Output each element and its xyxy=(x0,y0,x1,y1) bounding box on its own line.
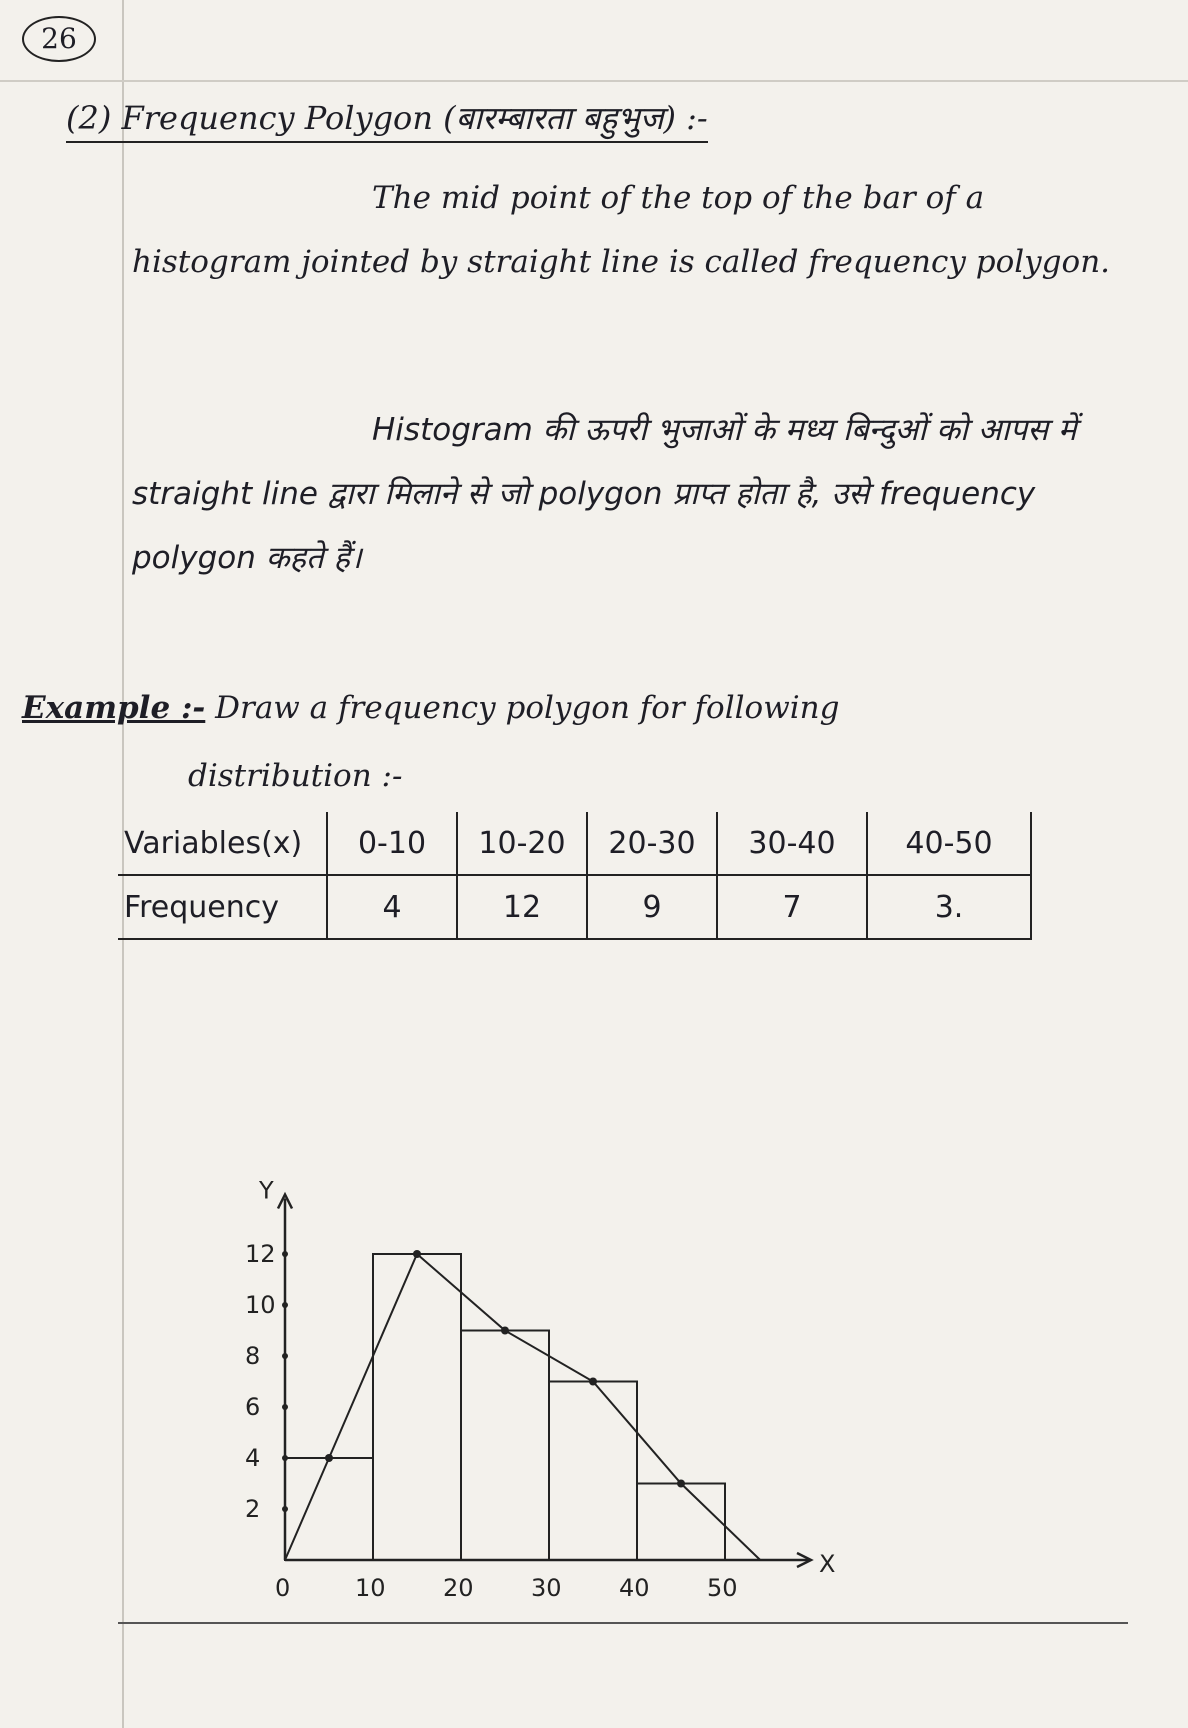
row-label-frequency: Frequency xyxy=(118,875,327,939)
section-heading: (2) Frequency Polygon (बारम्बारता बहुभुज) :- xyxy=(66,96,708,143)
histogram-bar xyxy=(461,1331,549,1561)
histogram-bar xyxy=(549,1382,637,1561)
y-tick-mark xyxy=(282,1506,288,1512)
class-cell: 40-50 xyxy=(867,812,1031,875)
y-tick-label: 6 xyxy=(245,1393,261,1421)
x-axis-label: X xyxy=(819,1550,836,1578)
x-tick-label: 30 xyxy=(531,1574,562,1602)
polygon-point xyxy=(325,1454,333,1462)
bottom-rule xyxy=(118,1622,1128,1624)
x-tick-label: 50 xyxy=(707,1574,738,1602)
x-tick-label: 20 xyxy=(443,1574,474,1602)
class-cell: 20-30 xyxy=(587,812,717,875)
y-tick-mark xyxy=(282,1302,288,1308)
frequency-polygon-line xyxy=(285,1254,760,1560)
polygon-point xyxy=(677,1480,685,1488)
y-tick-mark xyxy=(282,1455,288,1461)
y-tick-label: 8 xyxy=(245,1342,261,1370)
frequency-cell: 12 xyxy=(457,875,587,939)
frequency-cell: 3. xyxy=(867,875,1031,939)
y-tick-mark xyxy=(282,1404,288,1410)
x-tick-label: 0 xyxy=(275,1574,291,1602)
polygon-point xyxy=(501,1327,509,1335)
y-tick-label: 2 xyxy=(245,1495,261,1523)
frequency-cell: 9 xyxy=(587,875,717,939)
class-cell: 0-10 xyxy=(327,812,457,875)
y-tick-label: 10 xyxy=(245,1291,276,1319)
definition-hindi-text: Histogram की ऊपरी भुजाओं के मध्य बिन्दुओं को आपस में straight line द्वारा मिलाने से जो polygon प्राप्त होता है, उसे frequency polygon कहते हैं। xyxy=(132,412,1087,576)
y-tick-mark xyxy=(282,1251,288,1257)
example-label: Example :- xyxy=(22,690,206,726)
definition-english-text: The mid point of the top of the bar of a histogram jointed by straight line is called frequency polygon. xyxy=(132,180,1111,280)
x-tick-label: 40 xyxy=(619,1574,650,1602)
class-cell: 10-20 xyxy=(457,812,587,875)
frequency-cell: 7 xyxy=(717,875,867,939)
y-tick-label: 12 xyxy=(245,1240,276,1268)
y-tick-label: 4 xyxy=(245,1444,261,1472)
row-label-variables: Variables(x) xyxy=(118,812,327,875)
page-number: 26 xyxy=(22,16,96,62)
polygon-point xyxy=(413,1250,421,1258)
example-text: Draw a frequency polygon for following xyxy=(215,690,840,726)
histogram-bar xyxy=(285,1458,373,1560)
y-axis-label: Y xyxy=(259,1176,274,1205)
histogram-bar xyxy=(637,1484,725,1561)
x-tick-label: 10 xyxy=(355,1574,386,1602)
class-cell: 30-40 xyxy=(717,812,867,875)
polygon-point xyxy=(589,1378,597,1386)
example-line-2: distribution :- xyxy=(188,758,403,794)
histogram-bar xyxy=(373,1254,461,1560)
y-tick-mark xyxy=(282,1353,288,1359)
frequency-cell: 4 xyxy=(327,875,457,939)
